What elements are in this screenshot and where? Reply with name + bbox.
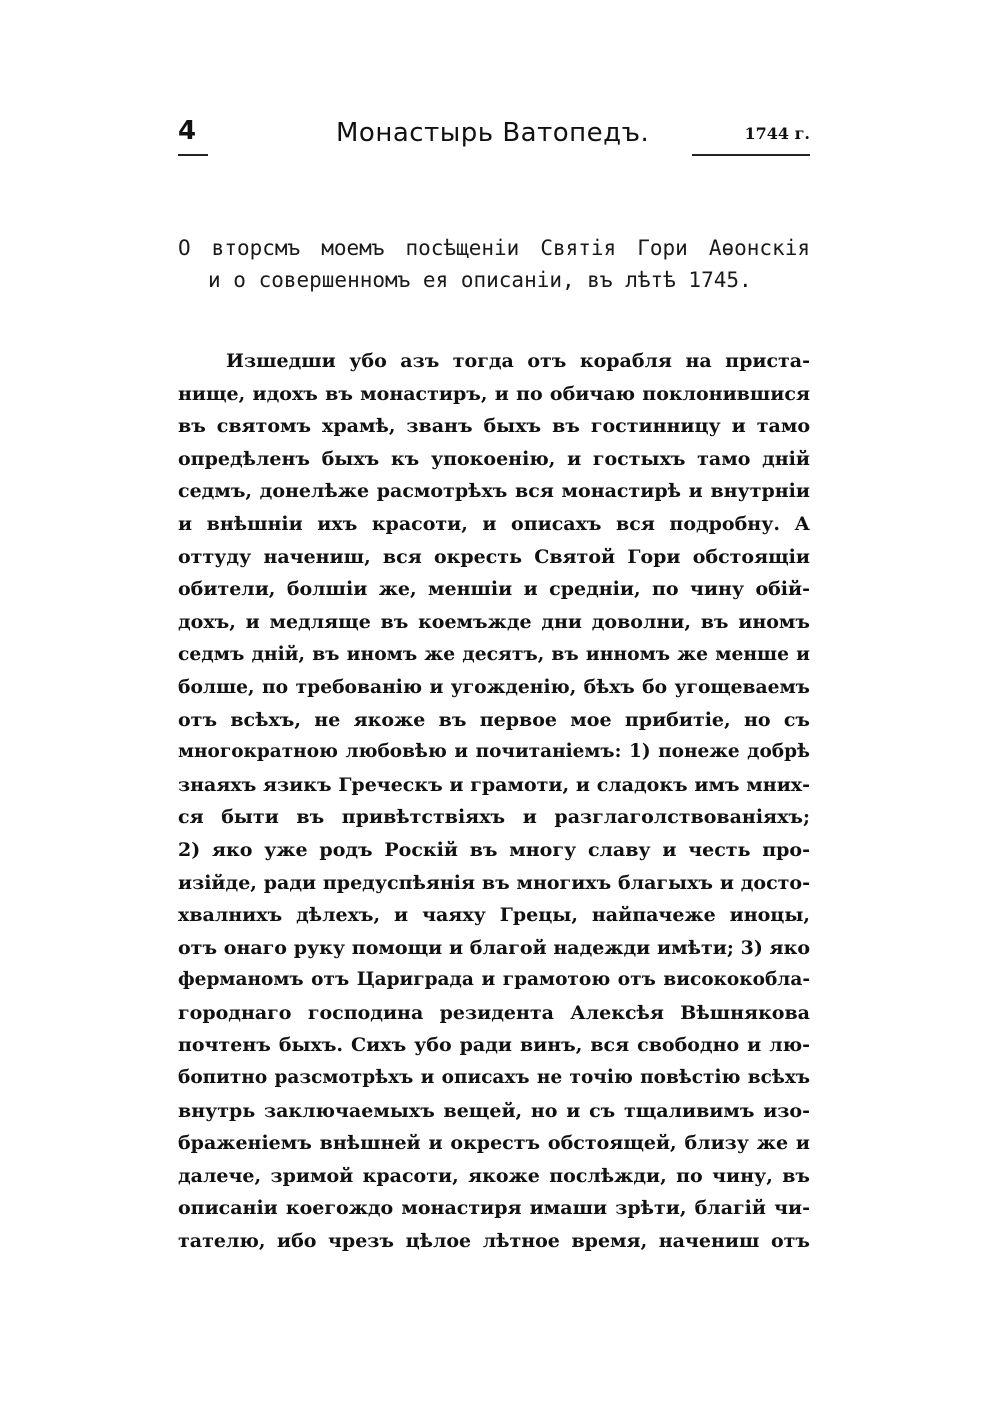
body-line: знаяхъ язикъ Греческъ и грамоти, и сладокъ имъ мних- [178,773,810,796]
heading-line: О вторсмъ моемъ посѣщеніи Святія Гори Аѳонскія [178,236,810,260]
body-line: многократною любовѣю и почитаніемъ: 1) понеже добрѣ [178,741,810,763]
body-line: въ святомъ храмѣ, званъ быхъ въ гостинницу и тамо [178,415,810,438]
body-line: дохъ, и медляще въ коемъжде дни доволни, въ иномъ [178,610,810,633]
body-line: нище, идохъ въ монастиръ, и по обичаю поклонившися [178,382,810,405]
body-text [178,345,810,1258]
header-rule-right [692,154,810,156]
body-line: тателю, ибо чрезъ цѣлое лѣтное время, начениш отъ [178,1230,810,1253]
body-line: седмъ, донелѣже расмотрѣхъ вся монастирѣ и внутрніи [178,480,810,503]
body-line: опредѣленъ быхъ къ упокоенію, и гостыхъ тамо дній [178,447,810,470]
body-line: и внѣшніи ихъ красоти, и описахъ вся подробну. А [178,512,810,535]
header-year: 1744 г. [744,124,810,143]
body-line: браженіемъ внѣшней и окрестъ обстоящей, близу же и [178,1132,810,1155]
body-line: городнаго господина резидента Алексѣя Вѣшнякова [178,1001,810,1024]
body-line: отъ онаго руку помощи и благой надежди имѣти; 3) яко [178,936,810,959]
body-line: почтенъ быхъ. Сихъ убо ради винъ, вся свободно и лю- [178,1034,810,1057]
page-number: 4 [178,116,197,146]
running-title: Монастырь Ватопедъ. [336,118,650,148]
section-heading [178,232,810,296]
body-line: седмъ дній, въ иномъ же десятъ, въ инномъ же менше и [178,643,810,666]
body-line: хвалнихъ дѣлехъ, и чаяху Грецы, найпачеже иноцы, [178,904,810,927]
heading-line: и о совершенномъ ея описаніи, въ лѣтѣ 1745. [208,268,752,292]
body-line: бопитно разсмотрѣхъ и описахъ не точію повѣстію всѣхъ [178,1067,810,1089]
page-header [178,116,810,156]
body-line: ферманомъ отъ Цариграда и грамотою отъ висококобла- [178,969,810,991]
body-line: изійде, ради предуспѣянія въ многихъ благыхъ и досто- [178,871,810,894]
body-line: далече, зримой красоти, якоже послѣжди, по чину, въ [178,1164,810,1187]
body-line: внутрь заключаемыхъ вещей, но и съ тщаливимъ изо- [178,1099,810,1122]
body-line: оттуду начениш, вся окресть Святой Гори обстоящіи [178,545,810,568]
body-line: ся быти въ привѣтствіяхъ и разглаголствованіяхъ; [178,806,810,829]
body-line: Изшедши убо азъ тогда отъ корабля на приста- [226,350,810,372]
body-line: отъ всѣхъ, не якоже въ первое мое прибитіе, но съ [178,708,810,731]
body-line: описаніи коегождо монастиря имаши зрѣти, благій чи- [178,1197,810,1220]
body-line: обители, болшіи же, меншіи и средніи, по чину обій- [178,578,810,601]
body-line: 2) яко уже родъ Роскій въ многу славу и честь про- [178,838,810,861]
body-line: болше, по требованію и угожденію, бѣхъ бо угощеваемъ [178,675,810,698]
header-rule-left [178,154,208,156]
